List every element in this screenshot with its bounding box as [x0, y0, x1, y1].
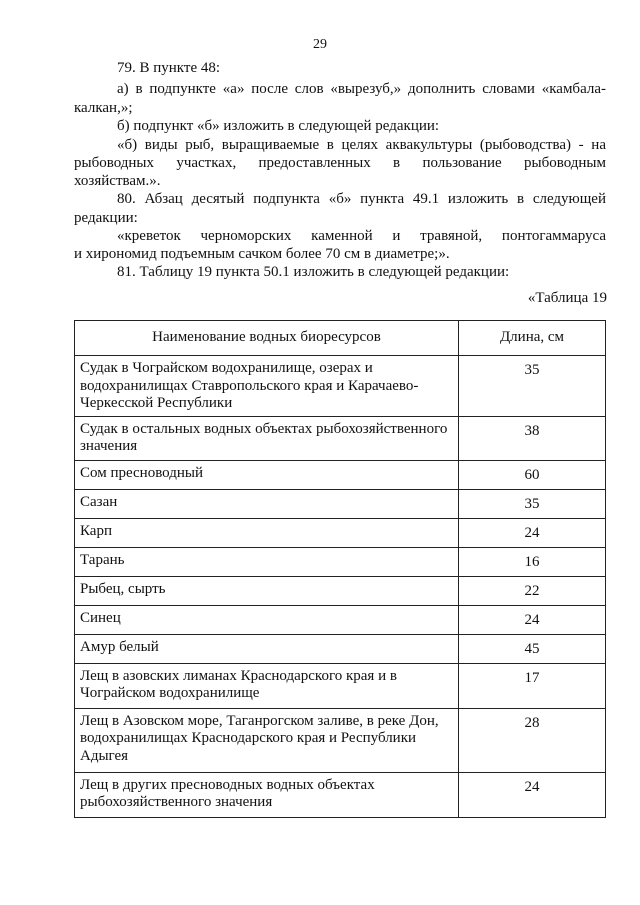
row-name: Судак в остальных водных объектах рыбохозяйственного значения [75, 416, 459, 460]
paragraph-79-heading: 79. В пункте 48: [117, 60, 221, 76]
row-name: Лещ в Азовском море, Таганрогском заливе, в реке Дон, водохранилищах Краснодарского края и Республики Адыгея [75, 708, 459, 772]
row-length: 60 [459, 460, 606, 489]
row-length: 24 [459, 772, 606, 817]
biores-table [74, 320, 606, 818]
row-name: Тарань [75, 547, 459, 576]
paragraph-79a-line: калкан,»; [74, 100, 133, 116]
row-length: 22 [459, 576, 606, 605]
paragraph-80-line: 80. Абзац десятый подпункта «б» пункта 49.1 изложить в следующей [117, 191, 606, 207]
row-name: Сом пресноводный [75, 460, 459, 489]
table-row [75, 460, 606, 489]
header-name: Наименование водных биоресурсов [75, 321, 459, 356]
page-number: 29 [313, 37, 327, 52]
row-length: 35 [459, 489, 606, 518]
row-length: 17 [459, 663, 606, 708]
row-length: 38 [459, 416, 606, 460]
paragraph-80-quote-line: и хирономид подъемным сачком более 70 см в диаметре;». [74, 246, 450, 262]
paragraph-79b-quote-line: «б) виды рыб, выращиваемые в целях аквакультуры (рыбоводства) - на [117, 137, 606, 153]
row-name: Судак в Чограйском водохранилище, озерах и водохранилищах Ставропольского края и Карачаево-Черкесской Республики [75, 356, 459, 417]
paragraph-80-line: редакции: [74, 210, 138, 226]
paragraph-79b-quote-line: хозяйствам.». [74, 173, 161, 189]
table-row [75, 576, 606, 605]
table-header-row [75, 321, 606, 356]
row-name: Карп [75, 518, 459, 547]
row-name: Амур белый [75, 634, 459, 663]
table-row [75, 772, 606, 817]
row-name: Рыбец, сырть [75, 576, 459, 605]
paragraph-81-line: 81. Таблицу 19 пункта 50.1 изложить в следующей редакции: [117, 264, 510, 280]
row-length: 28 [459, 708, 606, 772]
row-name: Лещ в других пресноводных водных объектах рыбохозяйственного значения [75, 772, 459, 817]
table-row [75, 605, 606, 634]
row-length: 45 [459, 634, 606, 663]
row-length: 35 [459, 356, 606, 417]
row-name: Лещ в азовских лиманах Краснодарского края и в Чограйском водохранилище [75, 663, 459, 708]
row-name: Синец [75, 605, 459, 634]
table-row [75, 489, 606, 518]
table-caption: «Таблица 19 [527, 290, 607, 306]
paragraph-80-quote-line: «креветок черноморских каменной и травяной, понтогаммаруса [117, 228, 606, 244]
row-length: 24 [459, 518, 606, 547]
table-row [75, 663, 606, 708]
row-length: 24 [459, 605, 606, 634]
table-row [75, 547, 606, 576]
paragraph-79b-quote-line: рыбоводных участках, предоставленных в пользование рыбоводным [74, 155, 606, 171]
table-row [75, 416, 606, 460]
paragraph-79b-line: б) подпункт «б» изложить в следующей редакции: [117, 118, 440, 134]
row-length: 16 [459, 547, 606, 576]
paragraph-79a-line: а) в подпункте «а» после слов «вырезуб,» дополнить словами «камбала- [117, 81, 606, 97]
row-name: Сазан [75, 489, 459, 518]
table-row [75, 356, 606, 417]
table-row [75, 634, 606, 663]
table-row [75, 518, 606, 547]
table-row [75, 708, 606, 772]
header-length: Длина, см [459, 321, 606, 356]
